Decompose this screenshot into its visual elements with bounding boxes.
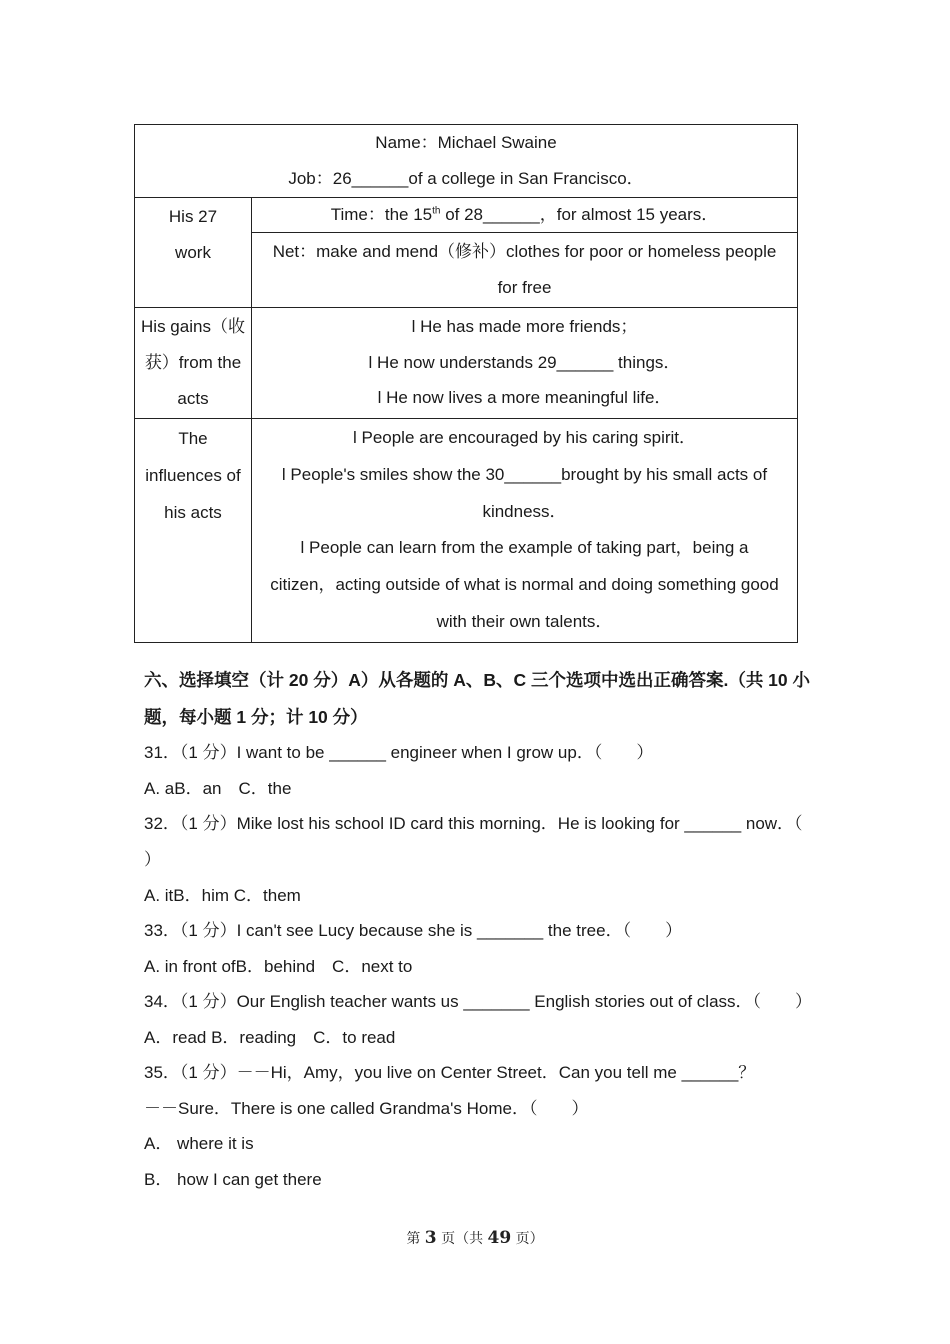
gain-item: l He has made more friends； xyxy=(411,317,638,336)
net-cell xyxy=(252,233,798,308)
question-33: 33．（1 分）I can't see Lucy because she is _______ the tree．（ ） xyxy=(144,921,683,940)
footer-page-number: 3 xyxy=(424,1228,437,1248)
influence-line: citizen，acting outside of what is normal and doing something good xyxy=(270,575,779,595)
influence-line: l People are encouraged by his caring spirit． xyxy=(352,428,697,447)
gains-cell xyxy=(252,308,798,419)
page-footer xyxy=(0,1228,950,1248)
influence-line: with their own talents． xyxy=(436,611,613,631)
time-superscript: th xyxy=(432,205,441,217)
gains-label-line: acts xyxy=(177,389,209,408)
question-31-options: A. aB．an C．the xyxy=(144,779,292,798)
question-32-close: ） xyxy=(144,850,161,869)
influence-line: l People's smiles show the 30______brought by his small acts of xyxy=(281,464,768,484)
gain-item: l He now lives a more meaningful life． xyxy=(377,388,672,407)
question-32: 32．（1 分）Mike lost his school ID card this morning．He is looking for ______ now．（ xyxy=(144,814,803,833)
question-31: 31．（1 分）I want to be ______ engineer when I grow up．（ ） xyxy=(144,743,654,762)
section-title-line: 六、选择填空（计 20 分）A）从各题的 A、B、C 三个选项中选出正确答案.（共 10 小 xyxy=(144,670,811,690)
footer-text: 页（共 xyxy=(436,1231,488,1247)
gains-label-line: His gains（收 xyxy=(141,317,245,336)
table-row xyxy=(135,419,798,643)
table-row xyxy=(135,125,798,198)
work-label-cell xyxy=(135,198,252,308)
net-line: Net：make and mend（修补）clothes for poor or homeless people xyxy=(272,242,777,261)
question-35-option-a: A． where it is xyxy=(144,1134,254,1153)
net-line: for free xyxy=(497,278,552,297)
footer-total-pages: 49 xyxy=(487,1228,512,1248)
question-35-option-b: B． how I can get there xyxy=(144,1170,322,1189)
influences-label-line: his acts xyxy=(164,503,222,522)
footer-text: 第 xyxy=(406,1231,425,1247)
question-34-options: A．read B．reading C．to read xyxy=(144,1028,396,1047)
time-text: Time：the 15 xyxy=(330,205,433,224)
time-text-rest: of 28______，for almost 15 years． xyxy=(440,205,719,224)
table-row xyxy=(135,198,798,233)
section-title xyxy=(144,662,814,736)
question-35-reply: －－Sure．There is one called Grandma's Home．（ ） xyxy=(144,1099,589,1118)
influences-label-cell xyxy=(135,419,252,643)
work-label-line: work xyxy=(175,243,211,262)
question-32-options: A. itB．him C．them xyxy=(144,886,301,905)
name-line: Name：Michael Swaine xyxy=(375,133,557,152)
time-cell xyxy=(252,198,798,233)
gain-item: l He now understands 29______ things． xyxy=(368,352,681,372)
influence-line: l People can learn from the example of taking part，being a xyxy=(300,538,749,558)
question-35: 35．（1 分）－－Hi，Amy，you live on Center Street．Can you tell me ______？ xyxy=(144,1063,756,1082)
influences-cell xyxy=(252,419,798,643)
gains-label-cell xyxy=(135,308,252,419)
question-34: 34．（1 分）Our English teacher wants us _______ English stories out of class．（ ） xyxy=(144,992,813,1011)
table-row xyxy=(135,308,798,419)
work-label-line: His 27 xyxy=(168,207,218,226)
section-title-line: 题，每小题 1 分；计 10 分） xyxy=(144,707,368,727)
influence-line: kindness． xyxy=(482,501,567,521)
header-cell xyxy=(135,125,798,198)
footer-text: 页） xyxy=(511,1231,544,1247)
question-33-options: A. in front ofB．behind C．next to xyxy=(144,957,413,976)
influences-label-line: influences of xyxy=(145,466,241,485)
gains-label-line: 获）from the xyxy=(144,353,242,372)
profile-table xyxy=(134,124,798,643)
job-line: Job：26______of a college in San Francisco． xyxy=(288,169,644,188)
influences-label-line: The xyxy=(178,429,208,448)
